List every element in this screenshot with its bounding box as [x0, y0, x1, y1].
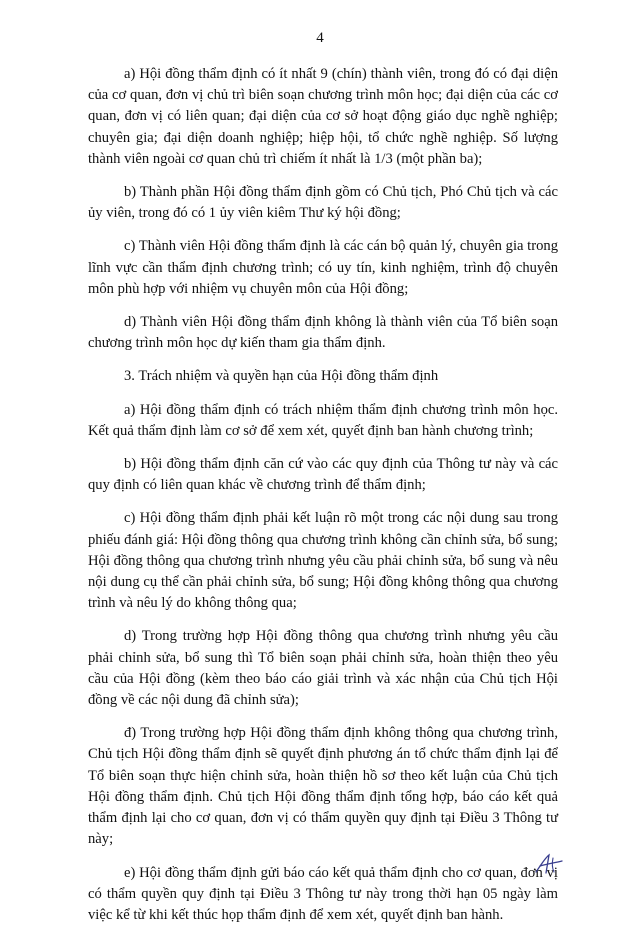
paragraph-3a: a) Hội đồng thẩm định có trách nhiệm thẩm định chương trình môn học. Kết quả thẩm định làm cơ sở để xem xét, quyết định ban hành chương trình; [88, 401, 558, 439]
document-body [88, 64, 558, 938]
paragraph-3b: b) Hội đồng thẩm định căn cứ vào các quy định của Thông tư này và các quy định có liên quan khác về chương trình để thẩm định; [88, 456, 558, 494]
paragraph-3e: e) Hội đồng thẩm định gửi báo cáo kết quả thẩm định cho cơ quan, đơn vị có thẩm quyền quy định tại Điều 3 Thông tư này trong thời hạn 05 ngày làm việc kể từ khi kết thúc họp thẩm định để xem xét, quyết định ban hành. [88, 864, 558, 923]
page-number: 4 [316, 30, 324, 46]
section-heading-3: 3. Trách nhiệm và quyền hạn của Hội đồng thẩm định [124, 368, 439, 385]
paragraph-2a: a) Hội đồng thẩm định có ít nhất 9 (chín) thành viên, trong đó có đại diện của cơ quan, đơn vị chủ trì biên soạn chương trình môn học; đại diện của các cơ quan, đơn vị có liên quan; đại diện của cơ sở hoạt động giáo dục nghề nghiệp; chuyên gia; đại diện doanh nghiệp; hiệp hội, tổ chức nghề nghiệp. Số lượng thành viên ngoài cơ quan chủ trì chiếm ít nhất là 1/3 (một phần ba); [88, 66, 558, 167]
paragraph-2c: c) Thành viên Hội đồng thẩm định là các cán bộ quản lý, chuyên gia trong lĩnh vực cần thẩm định chương trình; có uy tín, kinh nghiệm, trình độ chuyên môn phù hợp với nhiệm vụ chuyên môn của Hội đồng; [88, 238, 558, 297]
initials-signature-mark [532, 852, 566, 876]
paragraph-3c: c) Hội đồng thẩm định phải kết luận rõ một trong các nội dung sau trong phiếu đánh giá: Hội đồng thông qua chương trình không cần chỉnh sửa, bổ sung; Hội đồng thông qua chương trình nhưng yêu cầu phải chỉnh sửa, bổ sung và nêu nội dung cụ thể cần phải chỉnh sửa, bổ sung; Hội đồng không thông qua chương trình và nêu lý do không thông qua; [88, 510, 558, 612]
paragraph-2b: b) Thành phần Hội đồng thẩm định gồm có Chủ tịch, Phó Chủ tịch và các ủy viên, trong đó có 1 ủy viên kiêm Thư ký hội đồng; [88, 184, 558, 222]
paragraph-3d: d) Trong trường hợp Hội đồng thông qua chương trình nhưng yêu cầu phải chỉnh sửa, bổ sung thì Tổ biên soạn phải chỉnh sửa, hoàn thiện theo yêu cầu của Hội đồng (kèm theo báo cáo giải trình và xác nhận của Chủ tịch Hội đồng về các nội dung đã chỉnh sửa); [88, 628, 558, 709]
paragraph-2d: d) Thành viên Hội đồng thẩm định không là thành viên của Tổ biên soạn chương trình môn học dự kiến tham gia thẩm định. [88, 314, 558, 352]
paragraph-3dd: đ) Trong trường hợp Hội đồng thẩm định không thông qua chương trình, Chủ tịch Hội đồng thẩm định sẽ quyết định phương án tổ chức thẩm định lại để Tổ biên soạn thực hiện chỉnh sửa, hoàn thiện hồ sơ theo kết luận của Chủ tịch Hội đồng thẩm định. Chủ tịch Hội đồng thẩm định tổng hợp, báo cáo kết quả thẩm định lại cho cơ quan, đơn vị có thẩm quyền quy định tại Điều 3 Thông tư này; [88, 725, 558, 848]
